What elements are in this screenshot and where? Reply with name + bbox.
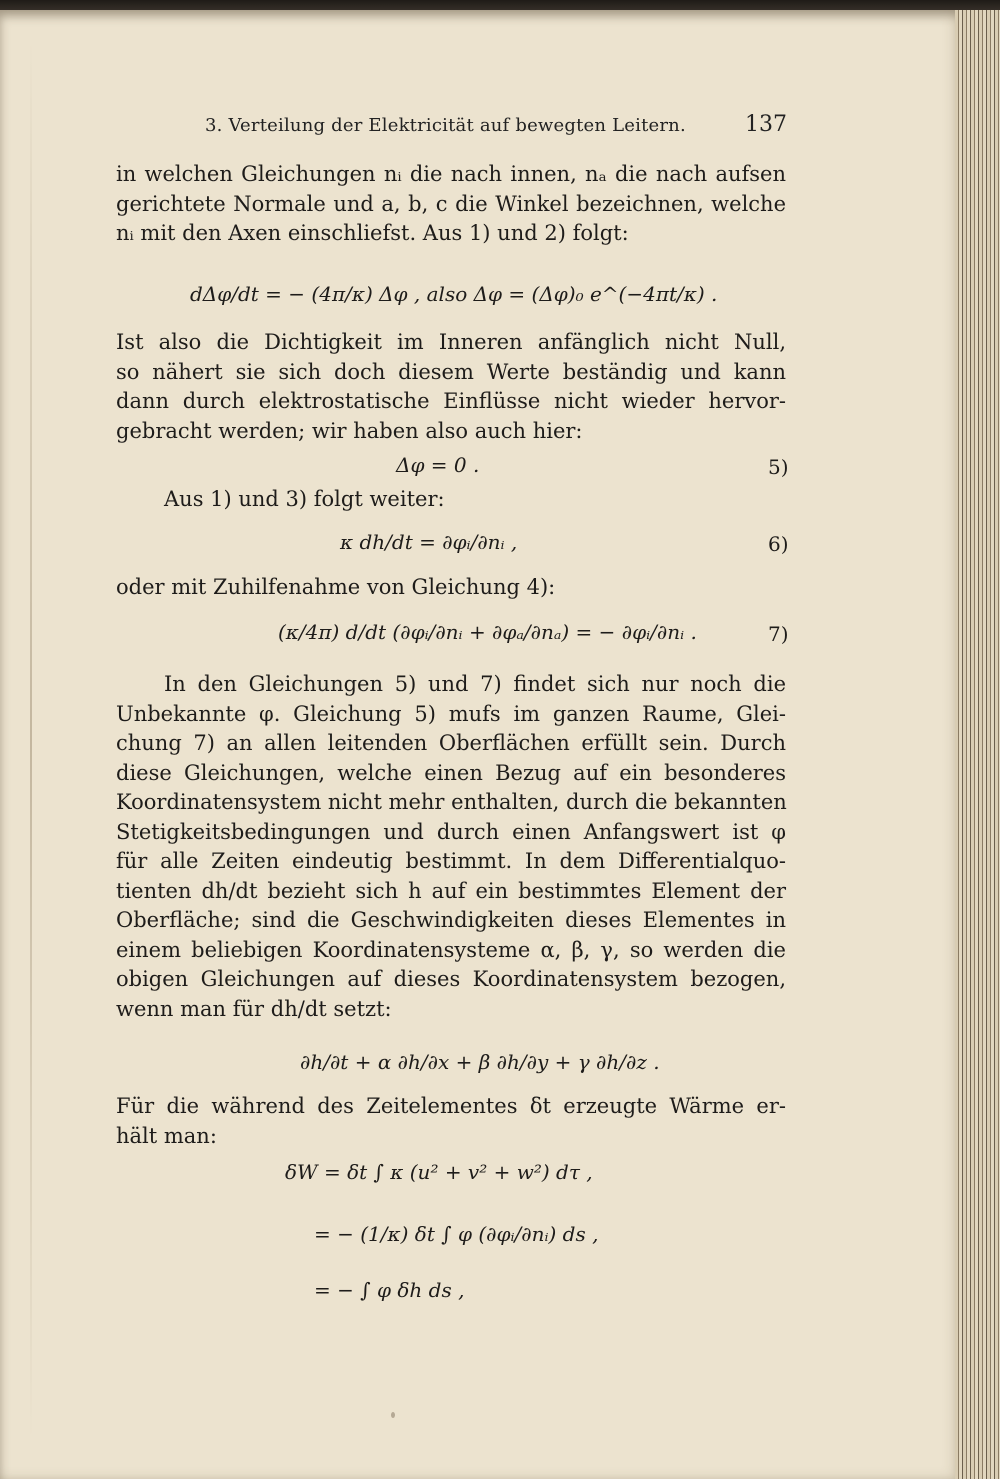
text-line: hält man: <box>116 1123 217 1148</box>
equation-number-6: 6) <box>768 532 789 556</box>
text-line: Oberfläche; sind die Geschwindigkeiten dieses Elementes in <box>116 908 786 932</box>
equation-heat-1: δW = δt ∫ κ (u² + v² + w²) dτ , <box>285 1160 593 1184</box>
gutter-shadow <box>30 40 32 1440</box>
text-line: Für die während des Zeitelementes δt erzeugte Wärme er- <box>116 1094 786 1118</box>
text-line: wenn man für dh/dt setzt: <box>116 996 392 1021</box>
equation-number-7: 7) <box>768 622 789 646</box>
text-line: Unbekannte φ. Gleichung 5) mufs im ganzen Raume, Glei- <box>116 701 786 726</box>
text-line: in welchen Gleichungen nᵢ die nach innen, nₐ die nach aufsen <box>116 162 786 186</box>
text-line: Stetigkeitsbedingungen und durch einen Anfangswert ist φ <box>116 819 786 844</box>
text-line: Koordinatensystem nicht mehr enthalten, durch die bekannten <box>116 790 787 814</box>
equation-total-derivative: ∂h/∂t + α ∂h/∂x + β ∂h/∂y + γ ∂h/∂z . <box>300 1050 660 1074</box>
equation-number-5: 5) <box>768 455 789 479</box>
page-header <box>205 112 787 142</box>
equation-decay: dΔφ/dt = − (4π/κ) Δφ , also Δφ = (Δφ)₀ e^(−4πt/κ) . <box>190 282 718 306</box>
equation-5: Δφ = 0 . <box>396 453 480 477</box>
equation-6: κ dh/dt = ∂φᵢ/∂nᵢ , <box>340 530 518 554</box>
text-line: nᵢ mit den Axen einschliefst. Aus 1) und 2) folgt: <box>116 221 629 245</box>
text-line: gerichtete Normale und a, b, c die Winkel bezeichnen, welche <box>116 191 786 216</box>
text-line: In den Gleichungen 5) und 7) findet sich nur noch die <box>164 672 786 696</box>
paragraph-4 <box>116 1092 786 1151</box>
text-line: Aus 1) und 3) folgt weiter: <box>164 487 445 511</box>
text-line: für alle Zeiten eindeutig bestimmt. In dem Differentialquo- <box>116 849 786 873</box>
text-line: chung 7) an allen leitenden Oberflächen erfüllt sein. Durch <box>116 731 786 755</box>
text-line: einem beliebigen Koordinatensysteme α, β, γ, so werden die <box>116 937 786 962</box>
running-head: 3. Verteilung der Elektricität auf bewegten Leitern. <box>205 115 686 136</box>
paragraph-2 <box>116 328 786 446</box>
text-line: obigen Gleichungen auf dieses Koordinatensystem bezogen, <box>116 967 786 991</box>
paragraph-oder <box>116 573 786 603</box>
equation-7: (κ/4π) d/dt (∂φᵢ/∂nᵢ + ∂φₐ/∂nₐ) = − ∂φᵢ/∂nᵢ . <box>278 620 697 644</box>
text-line: Ist also die Dichtigkeit im Inneren anfänglich nicht Null, <box>116 330 786 354</box>
text-line: tienten dh/dt bezieht sich h auf ein bestimmtes Element der <box>116 878 786 903</box>
equation-heat-3: = − ∫ φ δh ds , <box>314 1278 465 1302</box>
text-line: diese Gleichungen, welche einen Bezug auf ein besonderes <box>116 760 786 785</box>
text-line: so nähert sie sich doch diesem Werte beständig und kann <box>116 359 786 384</box>
paragraph-aus <box>116 485 786 515</box>
paper-speck <box>391 1412 395 1418</box>
text-line: dann durch elektrostatische Einflüsse nicht wieder hervor- <box>116 389 786 413</box>
page-number: 137 <box>745 112 787 137</box>
text-line: oder mit Zuhilfenahme von Gleichung 4): <box>116 575 556 599</box>
equation-heat-2: = − (1/κ) δt ∫ φ (∂φᵢ/∂nᵢ) ds , <box>314 1222 599 1246</box>
paragraph-1 <box>116 160 786 249</box>
paragraph-3 <box>116 670 786 1024</box>
text-line: gebracht werden; wir haben also auch hier: <box>116 418 583 443</box>
page-edges <box>955 10 1000 1479</box>
